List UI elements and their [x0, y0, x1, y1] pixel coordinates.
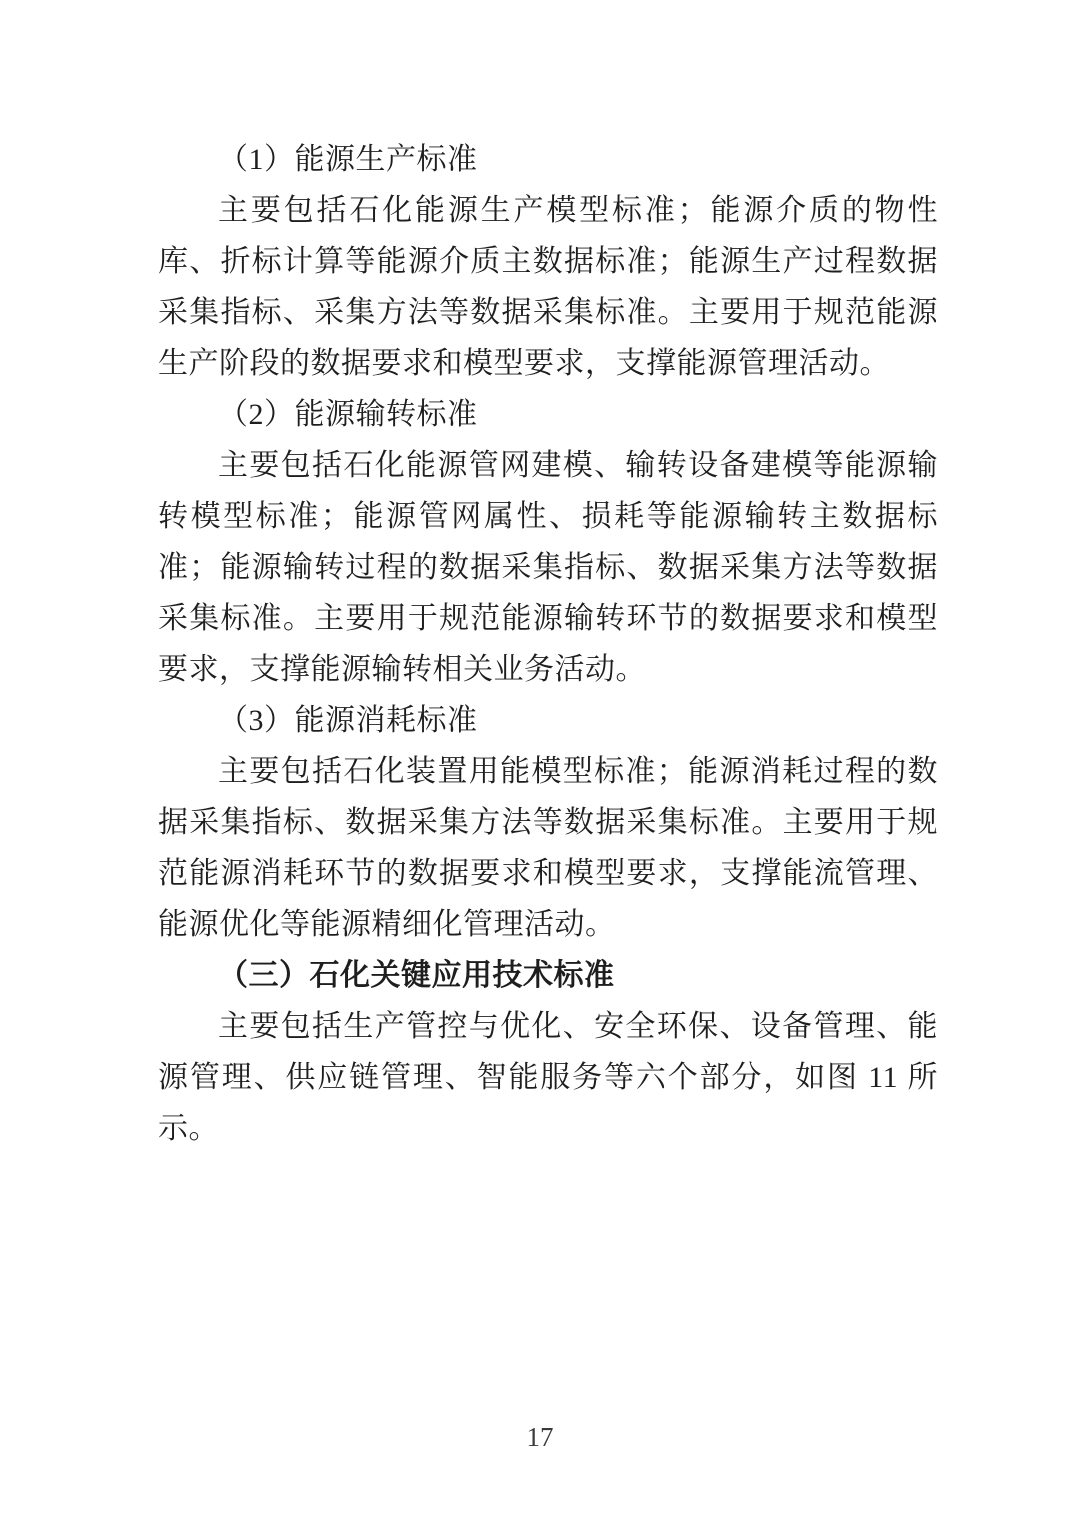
- section-heading-energy-production: （1）能源生产标准: [218, 143, 478, 176]
- page-number: 17: [526, 1422, 554, 1452]
- paragraph-energy-transfer: 主要包括石化能源管网建模、输转设备建模等能源输转模型标准；能源管网属性、损耗等能源输转主数据标准；能源输转过程的数据采集指标、数据采集方法等数据采集标准。主要用于规范能源输转环节的数据要求和模型要求，支撑能源输转相关业务活动。: [158, 449, 938, 686]
- section-heading-energy-consumption: （3）能源消耗标准: [218, 704, 478, 737]
- section-heading-key-application-tech-standards: （三）石化关键应用技术标准: [218, 959, 615, 992]
- paragraph-key-application-tech-standards: 主要包括生产管控与优化、安全环保、设备管理、能源管理、供应链管理、智能服务等六个部分，如图 11 所示。: [158, 1010, 938, 1145]
- section-heading-energy-transfer: （2）能源输转标准: [218, 398, 478, 431]
- paragraph-energy-production: 主要包括石化能源生产模型标准；能源介质的物性库、折标计算等能源介质主数据标准；能源生产过程数据采集指标、采集方法等数据采集标准。主要用于规范能源生产阶段的数据要求和模型要求，支撑能源管理活动。: [158, 194, 938, 380]
- page-content: [158, 134, 938, 1154]
- paragraph-energy-consumption: 主要包括石化装置用能模型标准；能源消耗过程的数据采集指标、数据采集方法等数据采集标准。主要用于规范能源消耗环节的数据要求和模型要求，支撑能流管理、能源优化等能源精细化管理活动。: [158, 755, 938, 941]
